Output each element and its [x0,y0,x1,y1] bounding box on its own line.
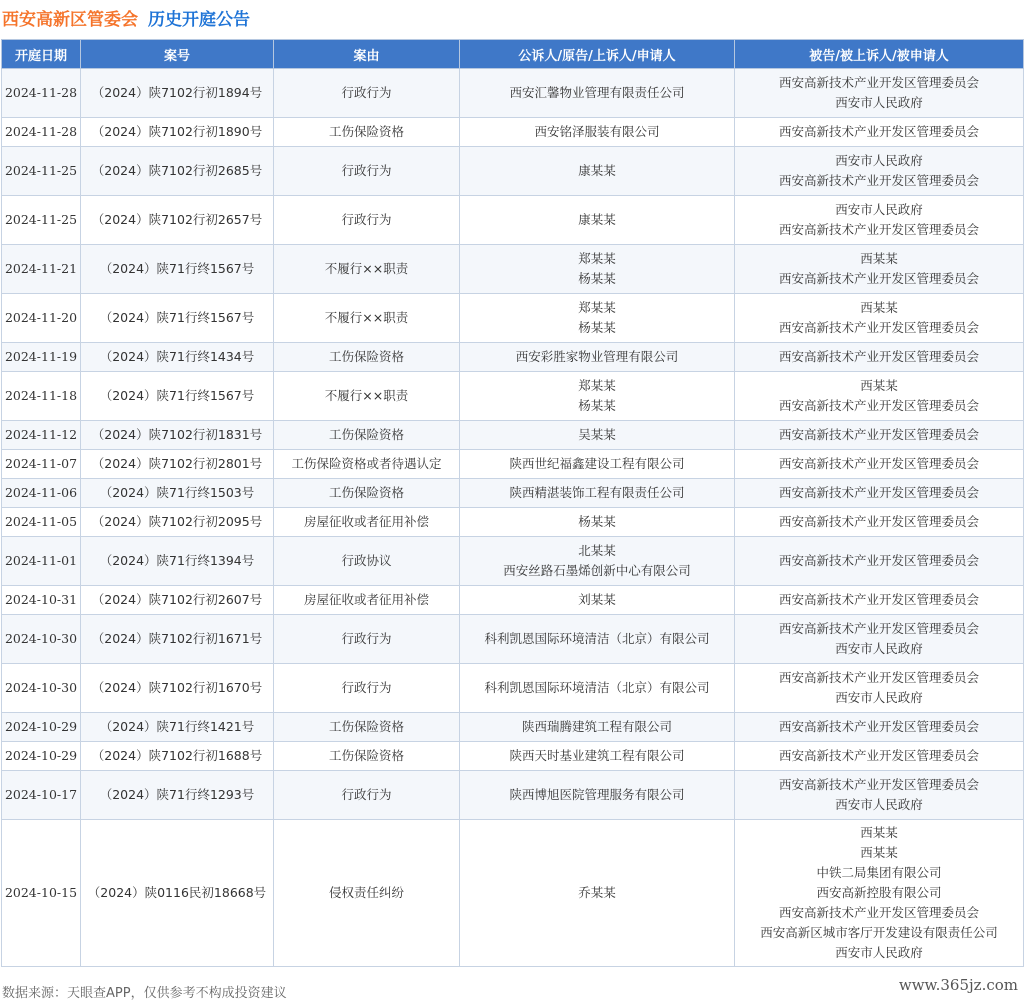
cell-defendant [735,118,1024,147]
cell-cause: 工伤保险资格 [274,713,460,742]
cell-plaintiff [460,147,735,196]
cell-cause: 行政行为 [274,615,460,664]
cell-date: 2024-10-17 [2,771,81,820]
cell-defendant [735,147,1024,196]
cell-plaintiff-line: 郑某某 [578,300,616,315]
cell-plaintiff [460,615,735,664]
cell-case-no: （2024）陕7102行初1670号 [81,664,274,713]
table-row [2,771,1024,820]
cell-date: 2024-11-12 [2,421,81,450]
cell-defendant-line: 西安高新技术产业开发区管理委员会 [778,222,979,237]
cell-date: 2024-10-29 [2,713,81,742]
column-header-case-no: 案号 [81,40,274,69]
cell-case-no: （2024）陕7102行初2607号 [81,586,274,615]
cell-defendant [735,69,1024,118]
table-row [2,615,1024,664]
cell-cause: 行政行为 [274,147,460,196]
cell-date: 2024-11-20 [2,294,81,343]
cell-cause: 工伤保险资格 [274,742,460,771]
cell-defendant-line: 西安高新技术产业开发区管理委员会 [778,320,979,335]
cell-defendant-line: 西安高新技术产业开发区管理委员会 [778,271,979,286]
table-row [2,479,1024,508]
cell-defendant-line: 西安高新技术产业开发区管理委员会 [778,905,979,920]
cell-defendant [735,196,1024,245]
cell-case-no: （2024）陕7102行初1671号 [81,615,274,664]
cell-plaintiff-line: 科利凯恩国际环境清洁（北京）有限公司 [484,631,710,646]
cell-defendant-line: 西安高新控股有限公司 [816,885,942,900]
cell-plaintiff-line: 西安彩胜家物业管理有限公司 [515,349,679,364]
cell-defendant [735,343,1024,372]
cell-defendant [735,771,1024,820]
cell-case-no: （2024）陕7102行初1831号 [81,421,274,450]
cell-cause: 工伤保险资格或者待遇认定 [274,450,460,479]
cell-defendant [735,586,1024,615]
cell-cause: 房屋征收或者征用补偿 [274,508,460,537]
cell-plaintiff [460,479,735,508]
cell-defendant [735,245,1024,294]
cell-case-no: （2024）陕7102行初1894号 [81,69,274,118]
cell-plaintiff [460,820,735,967]
cell-date: 2024-11-18 [2,372,81,421]
cell-plaintiff [460,508,735,537]
cell-date: 2024-11-28 [2,118,81,147]
cell-defendant-line: 西安市人民政府 [835,95,923,110]
cell-cause: 房屋征收或者征用补偿 [274,586,460,615]
cell-plaintiff [460,771,735,820]
cell-plaintiff [460,664,735,713]
cell-cause: 工伤保险资格 [274,479,460,508]
cell-case-no: （2024）陕7102行初2095号 [81,508,274,537]
cell-defendant-line: 西安高新技术产业开发区管理委员会 [778,427,979,442]
cell-cause: 行政行为 [274,664,460,713]
cell-cause: 不履行××职责 [274,294,460,343]
cell-case-no: （2024）陕0116民初18668号 [81,820,274,967]
cell-date: 2024-10-30 [2,615,81,664]
cell-case-no: （2024）陕71行终1421号 [81,713,274,742]
cell-plaintiff-line: 乔某某 [578,885,616,900]
cell-case-no: （2024）陕71行终1567号 [81,372,274,421]
cell-plaintiff [460,713,735,742]
table-row [2,586,1024,615]
cell-date: 2024-11-07 [2,450,81,479]
cell-case-no: （2024）陕7102行初2657号 [81,196,274,245]
cell-plaintiff [460,537,735,586]
org-name: 西安高新区管委会 [2,9,138,30]
cell-plaintiff-line: 陕西瑞腾建筑工程有限公司 [521,719,672,734]
cell-plaintiff [460,586,735,615]
table-row [2,196,1024,245]
cell-plaintiff [460,742,735,771]
table-row [2,147,1024,196]
cell-date: 2024-11-06 [2,479,81,508]
cell-defendant-line: 西安高新技术产业开发区管理委员会 [778,748,979,763]
cell-date: 2024-11-28 [2,69,81,118]
cell-date: 2024-11-01 [2,537,81,586]
cell-date: 2024-10-15 [2,820,81,967]
cell-plaintiff-line: 杨某某 [578,398,616,413]
cell-case-no: （2024）陕7102行初1688号 [81,742,274,771]
cell-plaintiff [460,450,735,479]
cell-plaintiff-line: 西安汇馨物业管理有限责任公司 [509,85,685,100]
table-row [2,372,1024,421]
cell-defendant-line: 西安高新技术产业开发区管理委员会 [778,485,979,500]
cell-defendant-line: 西安高新技术产业开发区管理委员会 [778,514,979,529]
cell-plaintiff-line: 郑某某 [578,251,616,266]
cell-defendant [735,664,1024,713]
cell-defendant-line: 西安市人民政府 [835,641,923,656]
table-row [2,294,1024,343]
cell-plaintiff-line: 刘某某 [578,592,616,607]
cell-defendant-line: 西安高新技术产业开发区管理委员会 [778,621,979,636]
cell-date: 2024-10-29 [2,742,81,771]
cell-plaintiff-line: 康某某 [578,212,616,227]
cell-defendant [735,537,1024,586]
cell-plaintiff-line: 西安铭泽服装有限公司 [534,124,660,139]
cell-defendant-line: 西安高新技术产业开发区管理委员会 [778,349,979,364]
cell-case-no: （2024）陕71行终1434号 [81,343,274,372]
cell-plaintiff-line: 北某某 [578,543,616,558]
table-row [2,537,1024,586]
cell-plaintiff-line: 杨某某 [578,271,616,286]
cell-plaintiff-line: 杨某某 [578,514,616,529]
cell-case-no: （2024）陕71行终1394号 [81,537,274,586]
column-header-defendant: 被告/被上诉人/被申请人 [735,40,1024,69]
cell-cause: 工伤保险资格 [274,343,460,372]
cell-defendant [735,742,1024,771]
cell-plaintiff-line: 陕西精湛装饰工程有限责任公司 [509,485,685,500]
table-row [2,664,1024,713]
cell-date: 2024-11-25 [2,147,81,196]
cell-defendant-line: 中铁二局集团有限公司 [816,865,942,880]
cell-date: 2024-10-31 [2,586,81,615]
cell-defendant-line: 西安高新技术产业开发区管理委员会 [778,124,979,139]
site-watermark: www.365jz.com [898,976,1018,994]
cell-plaintiff-line: 杨某某 [578,320,616,335]
cell-plaintiff-line: 康某某 [578,163,616,178]
cell-cause: 行政行为 [274,771,460,820]
cell-defendant-line: 西安市人民政府 [835,153,923,168]
cell-plaintiff [460,196,735,245]
column-header-plaintiff: 公诉人/原告/上诉人/申请人 [460,40,735,69]
cell-defendant [735,508,1024,537]
cell-case-no: （2024）陕71行终1567号 [81,245,274,294]
cell-case-no: （2024）陕71行终1503号 [81,479,274,508]
cell-date: 2024-11-05 [2,508,81,537]
cell-case-no: （2024）陕7102行初2685号 [81,147,274,196]
cell-cause: 行政协议 [274,537,460,586]
cell-plaintiff [460,372,735,421]
cell-plaintiff-line: 吴某某 [578,427,616,442]
cell-defendant-line: 西安高新技术产业开发区管理委员会 [778,173,979,188]
table-row [2,450,1024,479]
table-row [2,343,1024,372]
cell-defendant-line: 西某某 [860,845,898,860]
cell-case-no: （2024）陕71行终1293号 [81,771,274,820]
cell-defendant [735,421,1024,450]
cell-defendant-line: 西某某 [860,300,898,315]
court-announcement-table [1,39,1024,967]
cell-defendant-line: 西安高新区城市客厅开发建设有限责任公司 [760,925,998,940]
cell-plaintiff [460,294,735,343]
cell-defendant-line: 西某某 [860,251,898,266]
cell-plaintiff-line: 陕西天时基业建筑工程有限公司 [509,748,685,763]
cell-plaintiff-line: 陕西世纪福鑫建设工程有限公司 [509,456,685,471]
cell-cause: 工伤保险资格 [274,421,460,450]
cell-plaintiff-line: 陕西博旭医院管理服务有限公司 [509,787,685,802]
cell-defendant-line: 西某某 [860,378,898,393]
cell-case-no: （2024）陕7102行初1890号 [81,118,274,147]
cell-plaintiff [460,245,735,294]
cell-defendant-line: 西安高新技术产业开发区管理委员会 [778,456,979,471]
cell-defendant-line: 西安高新技术产业开发区管理委员会 [778,592,979,607]
table-row [2,245,1024,294]
cell-defendant-line: 西某某 [860,825,898,840]
cell-defendant-line: 西安高新技术产业开发区管理委员会 [778,719,979,734]
table-row [2,820,1024,967]
table-row [2,713,1024,742]
cell-plaintiff [460,69,735,118]
cell-defendant-line: 西安高新技术产业开发区管理委员会 [778,75,979,90]
cell-case-no: （2024）陕7102行初2801号 [81,450,274,479]
page-subtitle: 历史开庭公告 [148,9,250,30]
cell-cause: 工伤保险资格 [274,118,460,147]
cell-date: 2024-10-30 [2,664,81,713]
cell-cause: 行政行为 [274,196,460,245]
cell-case-no: （2024）陕71行终1567号 [81,294,274,343]
cell-defendant [735,615,1024,664]
cell-cause: 不履行××职责 [274,372,460,421]
cell-defendant-line: 西安市人民政府 [835,797,923,812]
cell-date: 2024-11-25 [2,196,81,245]
cell-cause: 行政行为 [274,69,460,118]
cell-defendant [735,479,1024,508]
cell-plaintiff [460,421,735,450]
table-row [2,508,1024,537]
table-row [2,118,1024,147]
page-title [2,2,250,32]
table-row [2,69,1024,118]
cell-plaintiff [460,343,735,372]
cell-plaintiff-line: 科利凯恩国际环境清洁（北京）有限公司 [484,680,710,695]
table-row [2,421,1024,450]
cell-plaintiff-line: 西安丝路石墨烯创新中心有限公司 [503,563,691,578]
cell-date: 2024-11-21 [2,245,81,294]
data-source-note: 数据来源：天眼查APP，仅供参考不构成投资建议 [2,986,287,1001]
cell-cause: 侵权责任纠纷 [274,820,460,967]
cell-defendant [735,713,1024,742]
cell-plaintiff-line: 郑某某 [578,378,616,393]
cell-defendant-line: 西安高新技术产业开发区管理委员会 [778,777,979,792]
cell-defendant [735,450,1024,479]
cell-date: 2024-11-19 [2,343,81,372]
cell-defendant-line: 西安高新技术产业开发区管理委员会 [778,670,979,685]
cell-defendant [735,294,1024,343]
cell-cause: 不履行××职责 [274,245,460,294]
cell-plaintiff [460,118,735,147]
cell-defendant-line: 西安高新技术产业开发区管理委员会 [778,398,979,413]
cell-defendant-line: 西安市人民政府 [835,690,923,705]
cell-defendant [735,820,1024,967]
table-row [2,742,1024,771]
cell-defendant [735,372,1024,421]
cell-defendant-line: 西安高新技术产业开发区管理委员会 [778,553,979,568]
cell-defendant-line: 西安市人民政府 [835,945,923,960]
column-header-cause: 案由 [274,40,460,69]
cell-defendant-line: 西安市人民政府 [835,202,923,217]
table-header-row [2,40,1024,69]
column-header-date: 开庭日期 [2,40,81,69]
